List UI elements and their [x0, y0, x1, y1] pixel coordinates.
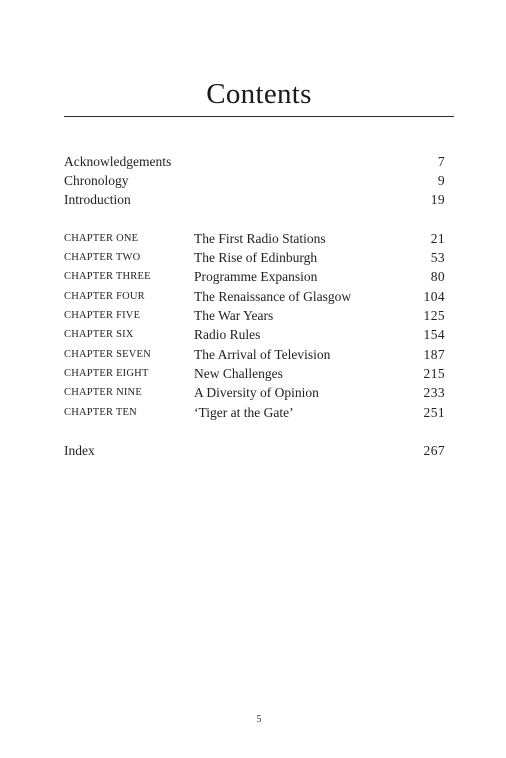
toc-page-number: 233	[423, 385, 445, 400]
toc-page-number: 267	[423, 443, 445, 458]
toc-chapter-two[interactable]	[64, 248, 445, 267]
toc-entry-chronology[interactable]	[64, 171, 445, 191]
toc-page-number: 80	[430, 269, 445, 284]
chapter-label: CHAPTER FOUR	[64, 291, 145, 302]
toc-chapter-four[interactable]	[64, 287, 445, 306]
chapter-label: CHAPTER TWO	[64, 252, 141, 263]
toc-chapter-nine[interactable]	[64, 383, 445, 402]
chapter-title: Programme Expansion	[194, 269, 318, 284]
toc-page-number: 154	[423, 327, 445, 342]
title-rule	[64, 116, 454, 117]
toc-page-number: 251	[423, 405, 445, 420]
toc-chapter-seven[interactable]	[64, 345, 445, 364]
toc-chapter-eight[interactable]	[64, 364, 445, 383]
chapter-label: CHAPTER EIGHT	[64, 368, 149, 379]
toc-entry-label: Index	[64, 443, 95, 458]
toc-page-number: 53	[430, 250, 445, 265]
chapter-label: CHAPTER FIVE	[64, 310, 141, 321]
toc-chapter-five[interactable]	[64, 306, 445, 325]
chapter-label: CHAPTER NINE	[64, 387, 142, 398]
chapter-title: The War Years	[194, 308, 274, 323]
chapter-title: Radio Rules	[194, 327, 261, 342]
chapter-label: CHAPTER ONE	[64, 233, 139, 244]
toc-page-number: 19	[430, 192, 445, 207]
chapter-title: A Diversity of Opinion	[194, 385, 319, 400]
toc-page-number: 21	[430, 231, 445, 246]
toc-page-number: 215	[423, 366, 445, 381]
chapter-title: ‘Tiger at the Gate’	[194, 405, 294, 420]
toc-entry-label: Acknowledgements	[64, 154, 172, 169]
toc-entry-label: Chronology	[64, 173, 129, 188]
toc-entry-label: Introduction	[64, 192, 131, 207]
toc-chapter-three[interactable]	[64, 267, 445, 286]
toc-chapter-ten[interactable]	[64, 403, 445, 422]
chapter-label: CHAPTER THREE	[64, 271, 151, 282]
chapter-title: The Renaissance of Glasgow	[194, 289, 352, 304]
toc-entry-index[interactable]	[64, 441, 445, 461]
toc-page-number: 125	[423, 308, 445, 323]
toc-entry-introduction[interactable]	[64, 190, 445, 210]
toc-page-number: 187	[423, 347, 445, 362]
toc-page-number: 104	[423, 289, 445, 304]
chapter-title: The Arrival of Television	[194, 347, 331, 362]
toc-page-number: 7	[437, 154, 445, 169]
chapter-label: CHAPTER SEVEN	[64, 349, 151, 360]
chapter-title: The Rise of Edinburgh	[194, 250, 318, 265]
toc-entry-acknowledgements[interactable]	[64, 152, 445, 172]
chapter-label: CHAPTER TEN	[64, 407, 137, 418]
toc-chapter-six[interactable]	[64, 325, 445, 344]
chapter-label: CHAPTER SIX	[64, 329, 134, 340]
toc-chapter-one[interactable]	[64, 229, 445, 248]
page-title: Contents	[206, 78, 312, 110]
page-folio: 5	[256, 714, 262, 725]
chapter-title: The First Radio Stations	[194, 231, 326, 246]
chapter-title: New Challenges	[194, 366, 283, 381]
toc-page-number: 9	[437, 173, 445, 188]
